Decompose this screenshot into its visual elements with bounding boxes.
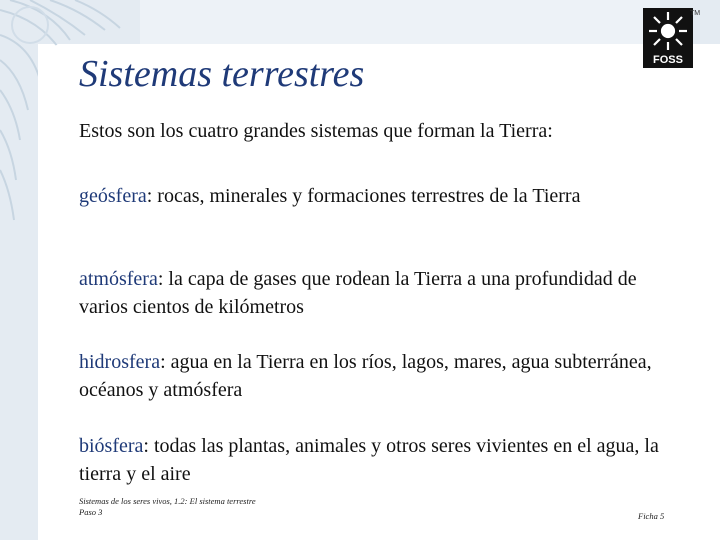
intro-text: Estos son los cuatro grandes sistemas que forman la Tierra: xyxy=(79,120,553,142)
term-definition: : la capa de gases que rodean la Tierra a una profundidad de varios cientos de kilómetros xyxy=(79,268,637,318)
logo-text: FOSS xyxy=(653,54,683,66)
footer-source xyxy=(79,496,256,518)
term-label: geósfera xyxy=(79,185,147,207)
definition-geosfera xyxy=(79,182,659,210)
term-definition: : todas las plantas, animales y otros seres vivientes en el agua, la tierra y el aire xyxy=(79,435,659,485)
slide-title: Sistemas terrestres xyxy=(79,53,365,95)
term-definition: : agua en la Tierra en los ríos, lagos, mares, agua subterránea, océanos y atmósfera xyxy=(79,351,652,401)
definition-hidrosfera xyxy=(79,348,659,404)
term-label: hidrosfera xyxy=(79,351,161,373)
definition-biosfera xyxy=(79,432,659,488)
term-definition: : rocas, minerales y formaciones terrestres de la Tierra xyxy=(146,185,581,207)
definition-atmosfera xyxy=(79,265,659,321)
footer-course: Sistemas de los seres vivos, 1.2: El sistema terrestre xyxy=(79,496,256,506)
foss-logo xyxy=(643,8,693,68)
term-label: atmósfera xyxy=(79,268,158,290)
footer-sheet-number: Ficha 5 xyxy=(638,511,665,521)
term-label: biósfera xyxy=(79,435,144,457)
trademark-mark: TM xyxy=(690,10,701,17)
footer-step: Paso 3 xyxy=(79,507,103,517)
sun-icon xyxy=(649,12,687,50)
